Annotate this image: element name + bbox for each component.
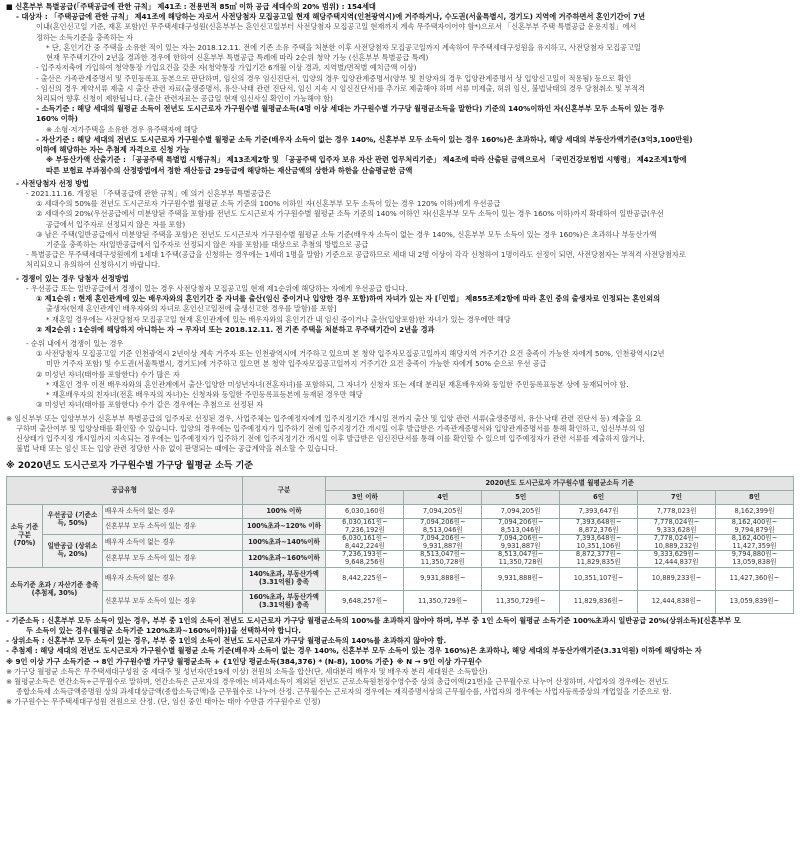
target-line: 정하는 소득기준을 충족하는 자 bbox=[36, 32, 134, 42]
table-cell: 8,442,225원~ bbox=[326, 567, 404, 590]
table-cell: 9,648,257원~ bbox=[326, 590, 404, 613]
table-cell: 8,872,377원~ 11,829,835원 bbox=[560, 551, 638, 567]
table-cell: 7,778,023원 bbox=[638, 505, 716, 519]
cond-label: 배우자 소득이 없는 경우 bbox=[102, 567, 242, 590]
table-cell: 12,444,838원~ bbox=[638, 590, 716, 613]
note-line: 불법 낙태 또는 임신 또는 입양 관련 정당한 사유 없이 판명되는 때에는 공급계약을 취소할 수 있습니다. bbox=[16, 444, 338, 454]
target-line: - 소득기준 : 해당 세대의 월평균 소득이 전년도 도시근로자 가구원수별 월평균소득(4명 이상 세대는 가구원수별 가구당 월평균소득을 말한다) 기준의 140%이하인 자(신혼부부 모두 소득이 있는 경우 bbox=[36, 104, 665, 114]
competition-line: ① 사전당첨자 모집공고일 기준 인천광역시 2년이상 계속 거주자 또는 인천광역시에 거주하고 있으며 본 청약 입주자모집공고일까지 해당지역 거주기간 요건 충족이 가능한 자에게 50%, 인천광역시(2년 bbox=[36, 349, 665, 359]
table-cell: 7,393,647원 bbox=[560, 505, 638, 519]
table-cell: 7,393,648원~ 8,872,376원 bbox=[560, 519, 638, 535]
table-cell: 9,333,629원~ 12,444,837원 bbox=[638, 551, 716, 567]
income-group-label: 소득 기준 구분 (70%) bbox=[7, 505, 43, 567]
target-line: 현재 무주택기간이 2년을 경과한 경우에 한하여 신혼부부 특별공급 특례에 따라 2순위 청약 가능 (신혼부부 특별공급 특례) bbox=[46, 53, 429, 63]
competition-line: ② 제2순위 : 1순위에 해당하지 아니하는 자 → 무자녀 또는 2018.12.11. 전 기존 주택을 처분하고 무주택기간이 2년을 경과 bbox=[36, 324, 435, 334]
cond-label: 신혼부부 모두 소득이 있는 경우 bbox=[102, 519, 242, 535]
cond-label: 신혼부부 모두 소득이 있는 경우 bbox=[102, 590, 242, 613]
header-col: 3인 이하 bbox=[326, 491, 404, 505]
header-col: 5인 bbox=[482, 491, 560, 505]
selection-line: ① 세대수의 50%를 전년도 도시근로자 가구원수별 월평균 소득 기준의 100% 이하인 자(신혼부부 모두 소득이 있는 경우 120% 이하)에게 우선공급 bbox=[36, 199, 501, 209]
footnote-line: 두 소득이 있는 경우(월평균 소득기준 120%초과~160%이하)]을 선택하셔야 합니다. bbox=[26, 625, 301, 635]
table-cell: 11,350,729원~ bbox=[482, 590, 560, 613]
header-main: 2020년도 도시근로자 가구원수별 월평균소득 기준 bbox=[326, 477, 794, 491]
selection-line: - 사전당첨자 선정 방법 bbox=[16, 178, 89, 188]
competition-line: ③ 미성년 자녀(태아를 포함한다) 수가 같은 경우에는 추첨으로 선정된 자 bbox=[36, 400, 264, 410]
table-cell: 9,794,880원~ 13,059,838원 bbox=[715, 551, 793, 567]
competition-line: * 재혼인 경우 이전 배우자와의 혼인관계에서 출산·입양한 미성년자녀(전혼자녀)를 포함하되, 그 자녀가 신청자 또는 세대 분리된 재혼배우자와 동일한 주민등록표등본 상에 등재되어야 함. bbox=[46, 379, 629, 389]
target-line: 따른 보험료 부과점수의 산정방법에서 정한 재산등급 29등급에 해당하는 재산금액의 상한과 하한을 산술평균한 금액 bbox=[46, 165, 413, 175]
table-cell: 11,829,836원~ bbox=[560, 590, 638, 613]
competition-line: * 재혼일 경우에는 사전당첨자 모집공고일 현재 혼인관계에 있는 배우자와의 혼인기간 내 임신 중이거나 출산(입양포함)한 자녀가 있는 경우에만 해당 bbox=[46, 314, 511, 324]
table-cell: 7,094,205원 bbox=[404, 505, 482, 519]
selection-line: - 특별공급은 무주택세대구성원에게 1세대 1주택(공급을 신청하는 경우에는 1세대 1명을 말함) 기준으로 공급하므로 세대 내 2명 이상이 각각 신청하여 1명이라도 선정이 되면, 사전당첨자는 부적격 사전당첨자로 bbox=[26, 250, 686, 260]
table-cell: 9,931,888원~ bbox=[404, 567, 482, 590]
target-line: * 단, 혼인기간 중 주택을 소유한 적이 있는 자는 2018.12.11. 전에 기존 소유 주택을 처분한 이후 사전당첨자 모집공고일까지 계속하여 무주택세대구성원을 유지하고, 사전당첨자 모집공고일 bbox=[46, 42, 641, 52]
table-cell: 7,094,206원~ 9,931,887원 bbox=[482, 535, 560, 551]
target-line: - 입주자저축에 가입하여 청약통장 가입요건을 갖춘 자(청약통장 가입기간 6개월 이상 경과, 지역별/면적별 예치금액 이상) bbox=[36, 63, 417, 73]
table-cell: 8,162,400원~ 9,794,879원 bbox=[715, 519, 793, 535]
table-title: ※ 2020년도 도시근로자 가구원수별 가구당 월평균 소득 기준 bbox=[6, 461, 254, 472]
target-line: 처리되어 향후 신청이 제한됩니다. (출산 관련자료는 공급일 현재 임신사실 확인이 가능해야 함) bbox=[36, 93, 333, 103]
footnote-line: ※ 월평균소득은 연간소득÷근무월수로 말하며, 연간소득은 근로자의 경우에는 비과세소득이 제외된 전년도 근로소득원천징수영수증 상의 총급여액(21번)을 근무월수로 나누어 산정하며, 사업자의 경우에는 전년도 bbox=[6, 676, 669, 686]
competition-line: ① 제1순위 : 현재 혼인관계에 있는 배우자와의 혼인기간 중 자녀를 출산(임신 중이거나 입양한 경우 포함)하여 자녀가 있는 자 [「민법」 제855조제2항에 따라 혼인 중의 출생자로 인정되는 혼인외의 bbox=[36, 294, 661, 304]
table-cell: 9,931,888원~ bbox=[482, 567, 560, 590]
table-cell: 11,427,360원~ bbox=[715, 567, 793, 590]
footnote-line: 종합소득세 소득금액증명원 상의 과세대상금액(종합소득금액)을 근무월수로 나누어 산정. 근무월수는 근로자의 경우에는 재직증명서상의 근무월수를, 사업자의 경우에는 사업자등록증상의 개업일을 기준으로 함. bbox=[16, 687, 672, 697]
table-cell: 10,351,107원~ bbox=[560, 567, 638, 590]
header-supply-type: 공급유형 bbox=[7, 477, 243, 505]
header-col: 4인 bbox=[404, 491, 482, 505]
general-label: 일반공급 (상위소득, 20%) bbox=[42, 535, 102, 567]
note-section bbox=[6, 414, 794, 455]
selection-line: - 2021.11.16. 개정된 「주택공급에 관한 규칙」에 의거 신혼부부 특별공급은 bbox=[26, 188, 272, 198]
selection-line: 처리되오니 유의하여 신청하시기 바랍니다. bbox=[26, 260, 161, 270]
footnote-line: - 추첨제 : 해당 세대의 전년도 도시근로자 가구원수별 월평균 소득 기준(배우자 소득이 없는 경우 140%, 신혼부부 모두 소득이 있는 경우 160%)은 초과하나, 해당 세대의 부동산가액기준(3.31억원) 이하에 해당하는 자 bbox=[6, 646, 702, 656]
selection-section bbox=[6, 179, 794, 271]
target-line: - 임신의 경우 계약서류 제출 시 출산 관련 자료(출생증명서, 유산·낙태 관련 진단서, 임신 지속 시 임신진단서)를 추가로 제출해야 하며 서류 미제출, 허위 임신, 불법낙태의 경우 당첨취소 및 부적격 bbox=[36, 83, 645, 93]
competition-section bbox=[6, 274, 794, 411]
selection-line: 기준을 충족하는 자(일반공급에서 입주자로 선정되지 않은 자를 포함)를 대상으로 추첨의 방법으로 공급 bbox=[46, 240, 369, 250]
selection-line: 공급에서 입주자로 선정되지 않은 자를 포함) bbox=[46, 219, 186, 229]
table-cell: 8,162,399원 bbox=[715, 505, 793, 519]
pct-label: 100%초과~120% 이하 bbox=[242, 519, 326, 535]
target-section bbox=[6, 12, 794, 176]
table-cell: 6,030,161원~ 8,442,224원 bbox=[326, 535, 404, 551]
footnote-line: ※ 가구당 월평균 소득은 무주택세대구성원 중 세대주 및 성년자(만19세 이상) 전원의 소득을 합산(단, 세대분리 배우자 및 배우자 분리 세대원은 소득합산) bbox=[6, 666, 488, 676]
competition-line: - 우선공급 또는 일반공급에서 경쟁이 있는 경우 사전당첨자 모집공고일 현재 제1순위에 해당하는 자에게 우선공급 합니다. bbox=[26, 283, 408, 293]
cond-label: 신혼부부 모두 소득이 있는 경우 bbox=[102, 551, 242, 567]
competition-line: * 재혼배우자의 친자녀(전혼 배우자의 자녀)는 신청자와 동일한 주민등록표등본에 등재된 경우만 해당 bbox=[46, 390, 363, 400]
header-col: 8인 bbox=[715, 491, 793, 505]
pct-label: 160%초과, 부동산가액(3.31억원) 충족 bbox=[242, 590, 326, 613]
target-line: 160% 이하) bbox=[36, 114, 78, 124]
table-cell: 6,030,160원 bbox=[326, 505, 404, 519]
table-cell: 7,778,024원~ 10,889,232원 bbox=[638, 535, 716, 551]
target-line: 이하에 해당하는 자는 추첨제 자격으로 신청 가능 bbox=[36, 145, 190, 155]
table-cell: 7,393,648원~ 10,351,106원 bbox=[560, 535, 638, 551]
target-line: - 자산기준 : 해당 세대의 전년도 도시근로자 가구원수별 월평균 소득 기준(배우자 소득이 없는 경우 140%, 신혼부부 모두 소득이 있는 경우 160%)은 초과하나, 해당 세대의 부동산가액기준(3억3,100만원) bbox=[36, 134, 693, 144]
table-cell: 8,513,047원~ 11,350,728원 bbox=[482, 551, 560, 567]
priority-label: 우선공급 (기준소득, 50%) bbox=[42, 505, 102, 535]
table-cell: 7,094,206원~ 8,513,046원 bbox=[404, 519, 482, 535]
table-cell: 7,236,193원~ 9,648,256원 bbox=[326, 551, 404, 567]
competition-line: 미만 거주자 포함) 및 수도권(서울특별시, 경기도)에 거주하고 있으면 본 청약 입주자모집공고일까지 거주기간 요건 충족이 가능한 자에게 50% 순으로 우선 공급 bbox=[46, 359, 547, 369]
pct-label: 100% 이하 bbox=[242, 505, 326, 519]
table-cell: 11,350,729원~ bbox=[404, 590, 482, 613]
table-cell: 6,030,161원~ 7,236,192원 bbox=[326, 519, 404, 535]
footnote-line: - 기준소득 : 신혼부부 모두 소득이 있는 경우, 부부 중 1인의 소득이 전년도 도시근로자 가구당 월평균소득의 100%를 초과하지 않아야 하며, 부부 중 1인 소득이 월평균 소득기준 100%초과시 일반공급 20%(상위소득)[신혼부부 모 bbox=[6, 615, 741, 625]
competition-line: - 경쟁이 있는 경우 당첨자 선정방법 bbox=[16, 273, 129, 283]
competition-line: ② 미성년 자녀(태아를 포함한다) 수가 많은 자 bbox=[36, 369, 180, 379]
table-cell: 7,094,205원 bbox=[482, 505, 560, 519]
target-line: 이내(혼인신고일 기준, 재혼 포함)인 무주택세대구성원(신혼부부는 혼인신고일부터 사전당첨자 모집공고일 현재까지 계속 무주택자이어야 함*)으로서 「신혼부부 주택 특별공급 운용지침」에서 bbox=[36, 22, 637, 32]
footnotes bbox=[6, 616, 794, 708]
pct-label: 140%초과, 부동산가액(3.31억원) 충족 bbox=[242, 567, 326, 590]
header-gubun: 구분 bbox=[242, 477, 326, 505]
note-line: 구하며 출산여부 및 입양상태를 확인할 수 있습니다. 입양의 경우에는 입주예정자가 입주하기 전에 입주지정기간 개시일 이후 발급받은 가족관계증명서와 입양관계증명서를 통해 확인하고, 임신부부의 임 bbox=[16, 423, 645, 433]
table-cell: 8,513,047원~ 11,350,728원 bbox=[404, 551, 482, 567]
header-col: 6인 bbox=[560, 491, 638, 505]
cond-label: 배우자 소득이 없는 경우 bbox=[102, 505, 242, 519]
note-line: ※ 임신부부 또는 입양부부가 신혼부부 특별공급의 입주자로 선정된 경우, 사업주체는 입주예정자에게 입주지정기간 개시일 전까지 출산 및 입양 관련 서류(출생증명서, 유산·낙태 관련 진단서 등) 제출을 요 bbox=[6, 413, 642, 423]
target-line: ※ 소형·저가주택을 소유한 경우 유주택자에 해당 bbox=[46, 124, 198, 134]
header-col: 7인 bbox=[638, 491, 716, 505]
target-line: ※ 부동산가액 산출기준 : 「공공주택 특별법 시행규칙」 제13조제2항 및 「공공주택 입주자 보유 자산 관련 업무처리기준」 제4조에 따라 산출된 금액으로서 「국민건강보험법 시행령」 제42조제1항에 bbox=[46, 155, 687, 165]
lottery-label: 소득기준 초과 / 자산기준 충족 (추첨제, 30%) bbox=[7, 567, 103, 613]
selection-line: ③ 남은 주택(일반공급에서 미분양된 주택을 포함)은 전년도 도시근로자 가구원수별 월평균 소득 기준(배우자 소득이 없는 경우 140%, 신혼부부 모두 소득이 있는 경우 160%)은 초과하나 부동산가액 bbox=[36, 229, 657, 239]
competition-line: - 순위 내에서 경쟁이 있는 경우 bbox=[26, 339, 124, 348]
pct-label: 120%초과~160%이하 bbox=[242, 551, 326, 567]
table-cell: 7,094,206원~ 8,513,046원 bbox=[482, 519, 560, 535]
note-line: 신상태가 입주지정 개시일까지 지속되는 경우에는 입주예정자가 입주하기 전에 입주지정기간 개시일 이후 발급받은 임신진단서를 통해 이를 확인할 수 있으며 입주예정자가 관련 서류를 제출하지 않거나, bbox=[16, 433, 645, 443]
footnote-line: ※ 가구원수는 무주택세대구성원 전원으로 산정. (단, 임신 중인 태아는 태아 수만큼 가구원수로 인정) bbox=[6, 697, 321, 707]
table-cell: 7,094,206원~ 9,931,887원 bbox=[404, 535, 482, 551]
income-table bbox=[6, 476, 794, 613]
target-line: - 출산은 가족관계증명서 및 주민등록표 등본으로 판단하며, 임신의 경우 임신진단서, 입양의 경우 입양관계증명서(양부 및 친양자의 경우 입양관계증명서 상 입양신고일이 적용됨) 등으로 확인 bbox=[36, 73, 632, 83]
competition-line: 출생자(현재 혼인관계인 배우자와의 자녀로 혼인신고일전에 출생신고한 경우를 말함)를 포함] bbox=[46, 304, 337, 314]
target-line: - 대상자 : 「주택공급에 관한 규칙」 제41조에 해당하는 자로서 사전당첨자 모집공고일 현재 해당주택지역(인천광역시)에 거주하거나, 수도권(서울특별시, 경기도) 지역에 거주하면서 혼인기간이 7년 bbox=[16, 12, 646, 22]
table-cell: 10,889,233원~ bbox=[638, 567, 716, 590]
footnote-line: - 상위소득 : 신혼부부 모두 소득이 있는 경우, 부부 중 1인의 소득이 전년도 도시근로자 가구당 월평균소득의 140%를 초과하지 않아야 함. bbox=[6, 636, 447, 646]
table-cell: 7,778,024원~ 9,333,628원 bbox=[638, 519, 716, 535]
pct-label: 100%초과~140%이하 bbox=[242, 535, 326, 551]
cond-label: 배우자 소득이 없는 경우 bbox=[102, 535, 242, 551]
selection-line: ② 세대수의 20%(우선공급에서 미분양된 주택을 포함)를 전년도 도시근로자 가구원수별 월평균 소득 기준의 140% 이하인 자(신혼부부 모두 소득이 있는 경우 160% 이하)까지 확대하여 일반공급(우선 bbox=[36, 209, 664, 219]
table-cell: 8,162,400원~ 11,427,359원 bbox=[715, 535, 793, 551]
table-cell: 13,059,839원~ bbox=[715, 590, 793, 613]
header-line: ■ 신혼부부 특별공급(「주택공급에 관한 규칙」 제41조 : 전용면적 85㎡ 이하 공급 세대수의 20% 범위) : 154세대 bbox=[6, 2, 376, 11]
footnote-line: ※ 9인 이상 가구 소득기준 → 8인 가구원수별 가구당 월평균소득 + {1인당 평균소득(384,376) * (N-8), 100% 기준} ※ N → 9인 이상 가구원수 bbox=[6, 656, 482, 666]
